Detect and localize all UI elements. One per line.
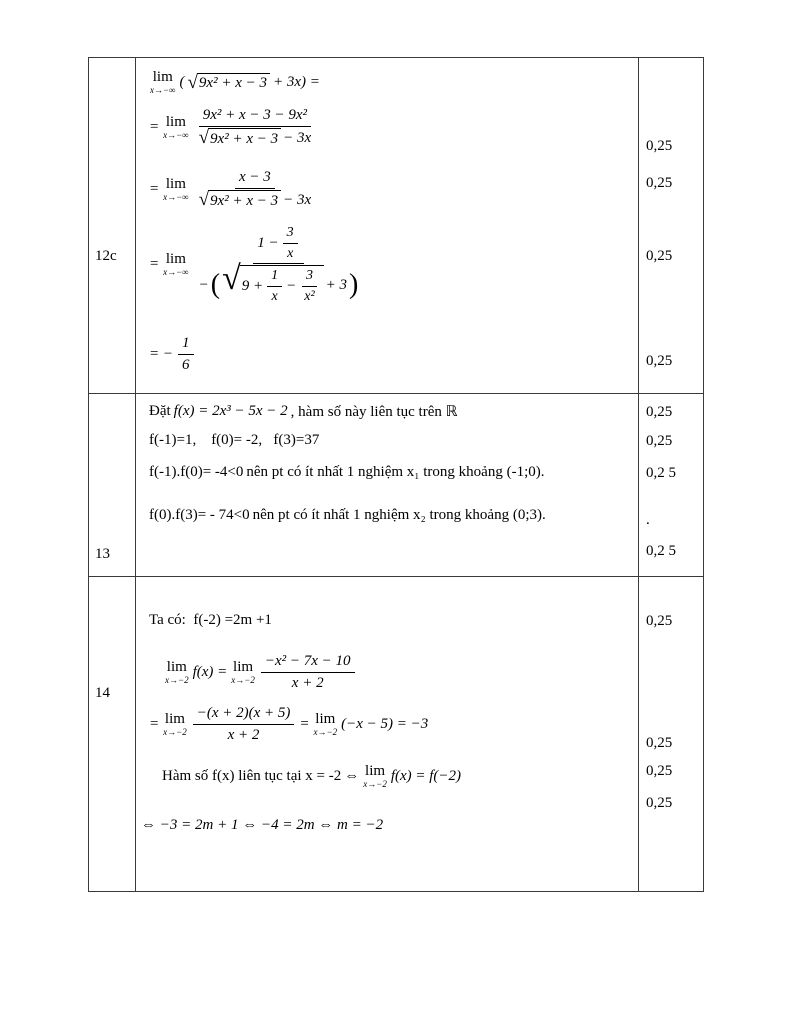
sqrt-expression: √ 9x² + x − 3 [199, 128, 282, 149]
formula-line-2 [164, 652, 357, 693]
fraction: $\frac{\text{−x² − 7x − 10}}{x + 2}$ [261, 652, 355, 693]
formula-line-5 [149, 334, 196, 375]
fraction: x − 3 √ 9x² + x − 3 − 3x [198, 169, 312, 210]
equals-sign: = [149, 256, 160, 272]
limit-operator: lim x→−2 [163, 710, 187, 737]
equals-sign: = [149, 118, 160, 135]
function-expression: f(x) = [192, 663, 228, 680]
formula-line-1 [149, 70, 320, 95]
inner-fraction: $\frac{3}{x}$ [283, 224, 298, 262]
text-line-2: f(-1)=1, f(0)= -2, f(3)=37 [149, 432, 320, 448]
radical-sign: √ [187, 72, 198, 93]
equals-sign: = [149, 180, 160, 197]
limit-operator: lim x→−2 [165, 658, 189, 685]
limit-operator: lim x→−2 [313, 710, 338, 737]
points-value: 0,25 [646, 763, 673, 779]
limit-operator: lim x→−∞ [150, 69, 176, 95]
cell-solution-content [136, 394, 639, 576]
fraction: $\frac{-(x + 2)(x + 5)}{x + 2}$ [193, 704, 295, 745]
cell-solution-content [136, 58, 639, 393]
question-id-label: 13 [95, 546, 110, 562]
expression-tail: f(x) = f(−2) [390, 768, 462, 784]
text-line-1: Đặt f(x) = 2x³ − 5x − 2 , hàm số này liên tục trên ℝ [149, 403, 458, 420]
function-definition: f(x) = 2x³ − 5x − 2 [173, 403, 288, 419]
radical-sign: √ [198, 188, 210, 210]
points-value: 0,25 [646, 404, 673, 420]
inner-fraction: $\frac{3}{\text{x²}}$ [300, 267, 318, 305]
formula-line-4 [149, 224, 364, 305]
expression-tail: + 3x) = [272, 74, 320, 90]
points-value: . [646, 512, 650, 528]
cell-question-id [89, 394, 136, 576]
points-value: 0,25 [646, 175, 673, 191]
limit-operator: lim x→−2 [231, 658, 255, 685]
limit-operator: lim x→−∞ [163, 113, 189, 140]
text-line-4: Hàm số f(x) liên tục tại x = -2 ⇔ lim x→−2 f(x) = f(−2) [162, 763, 462, 789]
table-row-14 [89, 576, 703, 891]
open-paren: ( [179, 74, 185, 90]
formula-line-3 [149, 704, 428, 745]
text-line-3: f(-1).f(0)= -4<0 nên pt có ít nhất 1 nghiệm x₁ trong khoảng (-1;0). [149, 464, 545, 480]
sqrt-expression: √ 9x² + x − 3 [187, 73, 270, 92]
equals-sign: = [299, 715, 310, 732]
fraction: $\frac{1}{6}$ [178, 334, 194, 375]
formula-line-2 [149, 106, 317, 149]
cell-question-id [89, 58, 136, 393]
answer-key-table [88, 57, 704, 892]
points-value: 0,25 [646, 433, 673, 449]
points-value: 0,25 [646, 795, 673, 811]
formula-line-3 [149, 168, 317, 211]
cell-points [639, 58, 703, 393]
open-paren: ( [210, 268, 221, 300]
cell-solution-content [136, 577, 639, 891]
fraction: 9x² + x − 3 − 9x² √ 9x² + x − 3 − 3x [198, 107, 312, 148]
sqrt-expression: √ 9 + $\frac{1}{x}$ − $\frac{3}{\text{x²}}$ [222, 265, 324, 305]
equals-sign: = − [149, 345, 173, 362]
equals-sign: = [149, 715, 160, 732]
limit-operator: lim x→−∞ [163, 251, 189, 277]
minus-sign: − [198, 276, 209, 293]
fraction: 1 − $\frac{3}{x}$ − ( √ 9 + $\frac{1}{x}$ − $\frac{3}{\text{x²}}$ + 3 ) [198, 225, 359, 304]
table-row-13 [89, 393, 703, 576]
table-row-12c [89, 58, 703, 393]
text-line-4: f(0).f(3)= - 74<0 nên pt có ít nhất 1 nghiệm x₂ trong khoảng (0;3). [149, 507, 546, 523]
limit-operator: lim x→−∞ [163, 175, 189, 202]
cell-points [639, 394, 703, 576]
conclusion-expression: ⇔ −3 = 2m + 1 ⇔ −4 = 2m ⇔ m = −2 [141, 817, 384, 833]
sqrt-expression: √ 9x² + x − 3 [199, 190, 282, 211]
cell-question-id [89, 577, 136, 891]
points-value: 0,25 [646, 138, 673, 154]
points-value: 0,25 [646, 613, 673, 629]
text-line-1: Ta có: f(-2) =2m +1 [149, 612, 272, 628]
cell-points [639, 577, 703, 891]
inner-fraction: $\frac{1}{x}$ [267, 267, 282, 305]
points-value: 0,25 [646, 248, 673, 264]
question-id-label: 14 [95, 685, 110, 701]
points-value: 0,25 [646, 353, 673, 369]
close-paren: ) [349, 268, 359, 300]
points-value: 0,2 5 [646, 465, 676, 481]
limit-operator: lim x→−2 [363, 763, 387, 789]
radical-sign: √ [198, 126, 210, 148]
question-id-label: 12c [95, 248, 117, 264]
iff-symbol: ⇔ [344, 768, 360, 784]
points-value: 0,2 5 [646, 543, 676, 559]
radical-sign: √ [222, 260, 241, 297]
points-value: 0,25 [646, 735, 673, 751]
formula-line-5 [141, 817, 383, 834]
expression-tail: (−x − 5) = −3 [341, 715, 429, 732]
